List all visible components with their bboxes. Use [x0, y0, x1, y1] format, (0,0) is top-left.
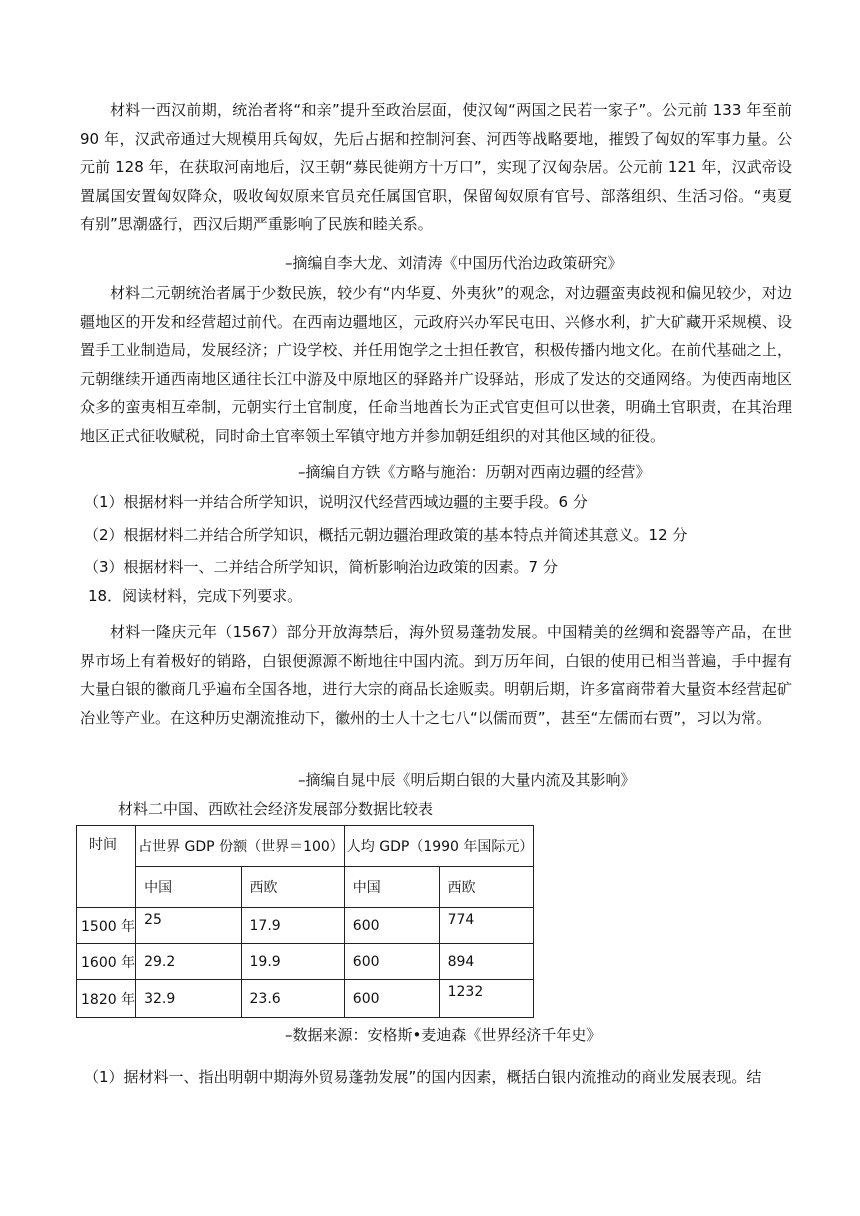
- cell-value: 1232: [439, 980, 534, 1018]
- header-gdp-per-capita: 人均 GDP（1990 年国际元）: [344, 826, 534, 867]
- cell-value: 17.9: [241, 908, 344, 944]
- cell-value: 774: [439, 908, 534, 944]
- table-caption: 材料二中国、西欧社会经济发展部分数据比较表: [118, 800, 434, 818]
- question-18-heading: 18．阅读材料，完成下列要求。: [88, 587, 303, 605]
- material-1-paragraph: 材料一西汉前期，统治者将“和亲”提升至政治层面，使汉匈“两国之民若一家子”。公元前 133 年至前 90 年，汉武帝通过大规模用兵匈奴，先后占据和控制河套、河西等战略要地，摧毁了匈奴的军事力量。公元前 128 年，在获取河南地后，汉王朝“募民徙朔方十万口”，实现了汉匈杂居。公元前 121 年，汉武帝设置属国安置匈奴降众，吸收匈奴原来官员充任属国官职，保留匈奴原有官号、部落组织、生活习俗。“夷夏有别”思潮盛行，西汉后期严重影响了民族和睦关系。: [80, 101, 792, 234]
- cell-value: 23.6: [241, 980, 344, 1018]
- subheader-china-share: 中国: [136, 867, 241, 908]
- table-header-row: [77, 826, 534, 867]
- cell-value: 600: [344, 980, 439, 1018]
- cell-value: 19.9: [241, 944, 344, 980]
- table-row: [77, 980, 534, 1018]
- row-year: 1500 年: [77, 908, 136, 944]
- material-3-source: –摘编自晁中辰《明后期白银的大量内流及其影响》: [298, 771, 636, 789]
- material-1-source: –摘编自李大龙、刘清涛《中国历代治边政策研究》: [285, 254, 623, 272]
- subheader-europe-share: 西欧: [241, 867, 344, 908]
- cell-value: 25: [136, 908, 241, 944]
- subheader-china-per-capita: 中国: [344, 867, 439, 908]
- row-year: 1820 年: [77, 980, 136, 1018]
- table-row: [77, 944, 534, 980]
- cell-value: 894: [439, 944, 534, 980]
- material-2-paragraph: 材料二元朝统治者属于少数民族，较少有“内华夏、外夷狄”的观念，对边疆蛮夷歧视和偏见较少，对边疆地区的开发和经营超过前代。在西南边疆地区，元政府兴办军民屯田、兴修水利，扩大矿藏开采规模、设置手工业制造局，发展经济；广设学校、并任用饱学之士担任教官，积极传播内地文化。在前代基础之上，元朝继续开通西南地区通往长江中游及中原地区的驿路并广设驿站，形成了发达的交通网络。为使西南地区众多的蛮夷相互牵制，元朝实行土官制度，任命当地酋长为正式官吏但可以世袭，明确土官职责，在其治理地区正式征收赋税，同时命土官率领土军镇守地方并参加朝廷组织的对其他区域的征役。: [80, 284, 792, 445]
- cell-value: 29.2: [136, 944, 241, 980]
- cell-value: 32.9: [136, 980, 241, 1018]
- row-year: 1600 年: [77, 944, 136, 980]
- question-3: （3）根据材料一、二并结合所学知识，简析影响治边政策的因素。7 分: [84, 558, 558, 576]
- question-2: （2）根据材料二并结合所学知识，概括元朝边疆治理政策的基本特点并简述其意义。12 分: [84, 526, 688, 544]
- table-subheader-row: [77, 867, 534, 908]
- gdp-comparison-table: [76, 825, 534, 1018]
- question-final: （1）据材料一、指出明朝中期海外贸易蓬勃发展”的国内因素，概括白银内流推动的商业发展表现。结: [84, 1068, 762, 1086]
- cell-value: 600: [344, 944, 439, 980]
- material-2-source: –摘编自方铁《方略与施治：历朝对西南边疆的经营》: [298, 463, 651, 481]
- table-source: –数据来源：安格斯•麦迪森《世界经济千年史》: [285, 1026, 602, 1044]
- header-time: 时间: [77, 826, 136, 908]
- material-3-paragraph: 材料一隆庆元年（1567）部分开放海禁后，海外贸易蓬勃发展。中国精美的丝绸和瓷器等产品，在世界市场上有着极好的销路，白银便源源不断地往中国内流。到万历年间，白银的使用已相当普遍，手中握有大量白银的徽商几乎遍布全国各地，进行大宗的商品长途贩卖。明朝后期，许多富商带着大量资本经营起矿冶业等产业。在这种历史潮流推动下，徽州的士人十之七八“以儒而贾”，甚至“左儒而右贾”，习以为常。: [80, 623, 792, 727]
- table-row: [77, 908, 534, 944]
- subheader-europe-per-capita: 西欧: [439, 867, 534, 908]
- question-1: （1）根据材料一并结合所学知识，说明汉代经营西域边疆的主要手段。6 分: [84, 493, 588, 511]
- header-gdp-share: 占世界 GDP 份额（世界＝100）: [136, 826, 345, 867]
- cell-value: 600: [344, 908, 439, 944]
